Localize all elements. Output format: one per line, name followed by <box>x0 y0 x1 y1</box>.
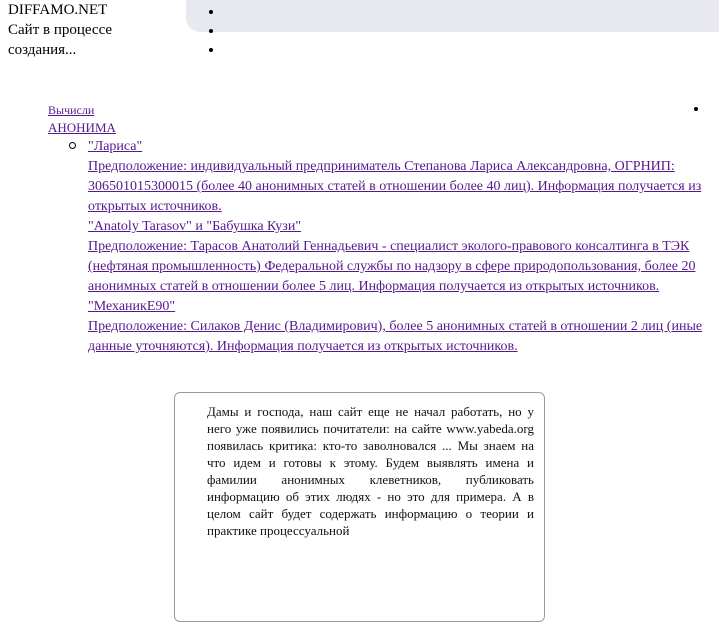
nav-bullet-3 <box>209 48 213 52</box>
site-tagline-line-1: Сайт в процессе <box>8 22 113 38</box>
site-tagline-line-2: создания... <box>8 42 77 58</box>
nav-bullet-1 <box>209 10 213 14</box>
entry-description-link[interactable]: Предположение: Силаков Денис (Владимирович), более 5 анонимных статей в отношении 2 лиц (иные данные уточняются). Информация получается из открытых источников. <box>88 319 703 354</box>
site-header <box>8 0 112 60</box>
entry-alias-link[interactable]: "МеханикЕ90" <box>88 299 176 314</box>
list-circle-bullet <box>69 142 76 149</box>
anonima-link[interactable]: АНОНИМА <box>48 120 116 135</box>
entry-alias-link[interactable]: "Лариса" <box>88 139 143 154</box>
nav-bullet-2 <box>209 29 213 33</box>
site-name: DIFFAMO.NET <box>8 2 108 18</box>
right-bullet <box>694 107 698 111</box>
entry-alias-link[interactable]: "Anatoly Tarasov" и "Бабушка Кузи" <box>88 219 302 234</box>
notice-box <box>174 392 545 622</box>
entry-description-link[interactable]: Предположение: индивидуальный предприниматель Степанова Лариса Александровна, ОГРНИП: 306501015300015 (более 40 анонимных статей в отношении более 40 лиц). Информация получается из открытых источников. <box>88 159 702 214</box>
notice-text: Дамы и господа, наш сайт еще не начал работать, но у него уже появились почитатели: на сайте www.yabeda.org появилась критика: кто-то заволновался ... Мы знаем на что идем и готовы к этому. Будем выявлять имена и фамилии анонимных клеветников, публиковать информацию об этих людях - но это для примера. А в целом сайт будет содержать информацию о теории и практике процессуальной <box>207 404 534 538</box>
vychisli-link[interactable]: Вычисли <box>48 103 95 117</box>
anonymous-authors-list <box>88 137 718 357</box>
top-navigation-bar <box>186 0 719 32</box>
entry-description-link[interactable]: Предположение: Тарасов Анатолий Геннадьевич - специалист эколого-правового консалтинга в ТЭК (нефтяная промышленность) Федеральной службы по надзору в сфере природопользования, более 20 анонимных статей в отношении более 5 лиц. Информация получается из открытых источников. <box>88 239 696 294</box>
